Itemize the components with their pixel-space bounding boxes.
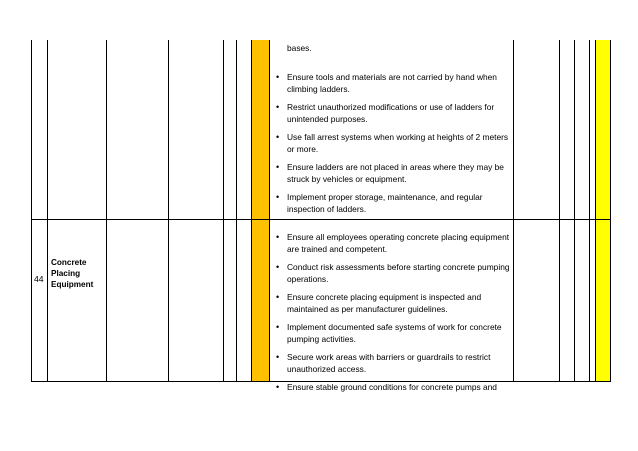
column-divider	[589, 40, 590, 381]
list-item: • Conduct risk assessments before starting concrete pumping operations.	[276, 262, 510, 284]
column-divider	[236, 40, 237, 381]
bullet-icon: •	[276, 292, 280, 302]
bullet-icon: •	[276, 262, 280, 272]
list-item: • Ensure tools and materials are not carried by hand when climbing ladders.	[276, 72, 497, 94]
table-border-right	[610, 40, 611, 381]
bullet-icon: •	[276, 352, 280, 362]
list-item: • Ensure ladders are not placed in areas where they may be struck by vehicles or equipment.	[276, 162, 504, 184]
list-item: • Ensure stable ground conditions for concrete pumps and	[276, 382, 497, 392]
column-divider	[106, 40, 107, 381]
row-number: 44	[34, 274, 44, 284]
bullet-icon: •	[276, 162, 280, 172]
column-divider	[223, 40, 224, 381]
column-divider	[559, 40, 560, 381]
list-item: • Ensure all employees operating concrete placing equipment are trained and competent.	[276, 232, 510, 254]
bullet-icon: •	[276, 232, 280, 242]
column-divider	[168, 40, 169, 381]
list-item: • Use fall arrest systems when working at heights of 2 meters or more.	[276, 132, 509, 154]
hazard-title: Concrete Placing Equipment	[51, 258, 94, 289]
bullet-icon: •	[276, 102, 280, 112]
list-item: • Secure work areas with barriers or guardrails to restrict unauthorized access.	[276, 352, 491, 374]
column-divider	[47, 40, 48, 381]
bullet-icon: •	[276, 132, 280, 142]
list-item: • Restrict unauthorized modifications or use of ladders for unintended purposes.	[276, 102, 495, 124]
risk-rating-column-shading	[251, 40, 269, 381]
residual-risk-column-shading	[595, 40, 610, 381]
continued-text: bases.	[287, 43, 312, 53]
bullet-icon: •	[276, 322, 280, 332]
list-item: • Ensure concrete placing equipment is inspected and maintained as per manufacturer guidelines.	[276, 292, 482, 314]
control-measures-list	[276, 71, 516, 221]
list-item: • Implement documented safe systems of work for concrete pumping activities.	[276, 322, 502, 344]
bullet-icon: •	[276, 72, 280, 82]
column-divider	[251, 40, 252, 381]
control-measures-list	[276, 231, 516, 399]
column-divider	[574, 40, 575, 381]
bullet-icon: •	[276, 382, 280, 392]
bullet-icon: •	[276, 192, 280, 202]
column-divider	[595, 40, 596, 381]
column-divider	[269, 40, 270, 381]
list-item: • Implement proper storage, maintenance, and regular inspection of ladders.	[276, 192, 483, 214]
table-border-left	[31, 40, 32, 381]
